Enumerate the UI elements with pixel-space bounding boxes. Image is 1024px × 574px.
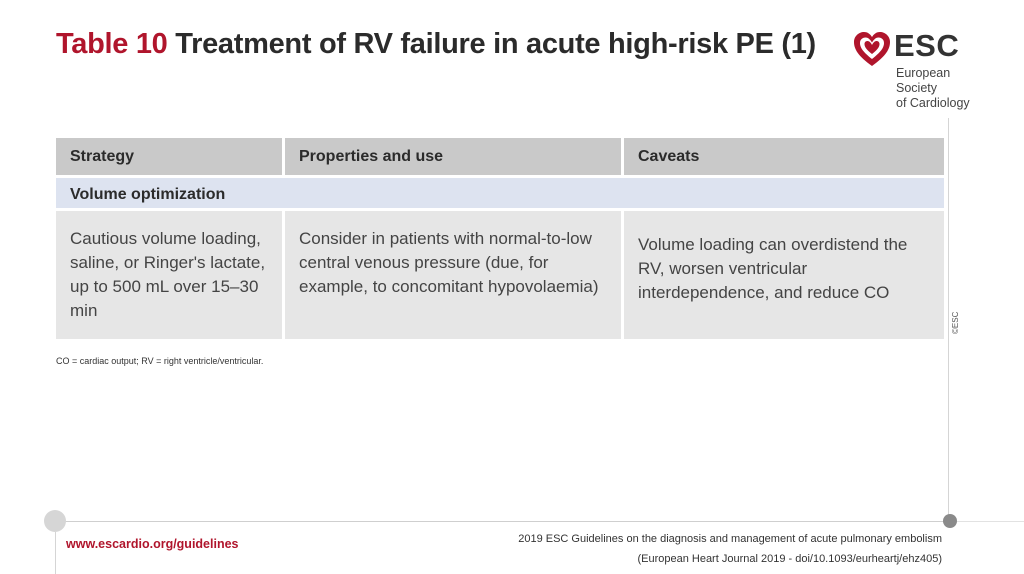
table-cell-text: Volume loading can overdistend the RV, worsen ventricular interdependence, and reduce CO	[638, 235, 908, 302]
citation	[518, 529, 942, 569]
logo-subtitle	[896, 66, 992, 111]
table-cell: Cautious volume loading, saline, or Ringer's lactate, up to 500 mL over 15–30 min	[56, 211, 285, 339]
guidelines-link[interactable]: www.escardio.org/guidelines	[66, 537, 239, 551]
citation-line1: 2019 ESC Guidelines on the diagnosis and management of acute pulmonary embolism	[518, 533, 942, 545]
footer-divider-right	[950, 521, 1024, 522]
table-row	[56, 211, 944, 339]
logo-line2: of Cardiology	[896, 96, 970, 110]
decorative-dot	[44, 510, 66, 532]
divider-vertical	[948, 118, 949, 520]
table-footnote: CO = cardiac output; RV = right ventricle/ventricular.	[56, 356, 264, 366]
treatment-table	[56, 138, 944, 339]
table-number: Table 10	[56, 28, 168, 60]
column-header: Properties and use	[285, 138, 624, 175]
column-header: Caveats	[638, 148, 700, 165]
table-cell	[624, 211, 944, 339]
esc-logo	[852, 28, 992, 110]
heart-icon	[852, 30, 892, 70]
title-text: Treatment of RV failure in acute high-risk PE (1)	[175, 28, 816, 60]
table-cell: Consider in patients with normal-to-low central venous pressure (due, for example, to concomitant hypovolaemia)	[285, 211, 624, 339]
decorative-dot	[943, 514, 957, 528]
footer-left-line	[55, 532, 56, 574]
table-header-row	[56, 138, 944, 178]
logo-name: ESC	[894, 28, 960, 63]
logo-line1: European Society	[896, 66, 951, 95]
citation-line2: (European Heart Journal 2019 - doi/10.1093/eurheartj/ehz405)	[637, 553, 942, 565]
section-row: Volume optimization	[56, 178, 944, 211]
page-title	[56, 28, 816, 61]
copyright-mark: ©ESC	[951, 311, 960, 334]
column-header: Strategy	[56, 138, 285, 175]
footer-divider	[56, 521, 950, 522]
